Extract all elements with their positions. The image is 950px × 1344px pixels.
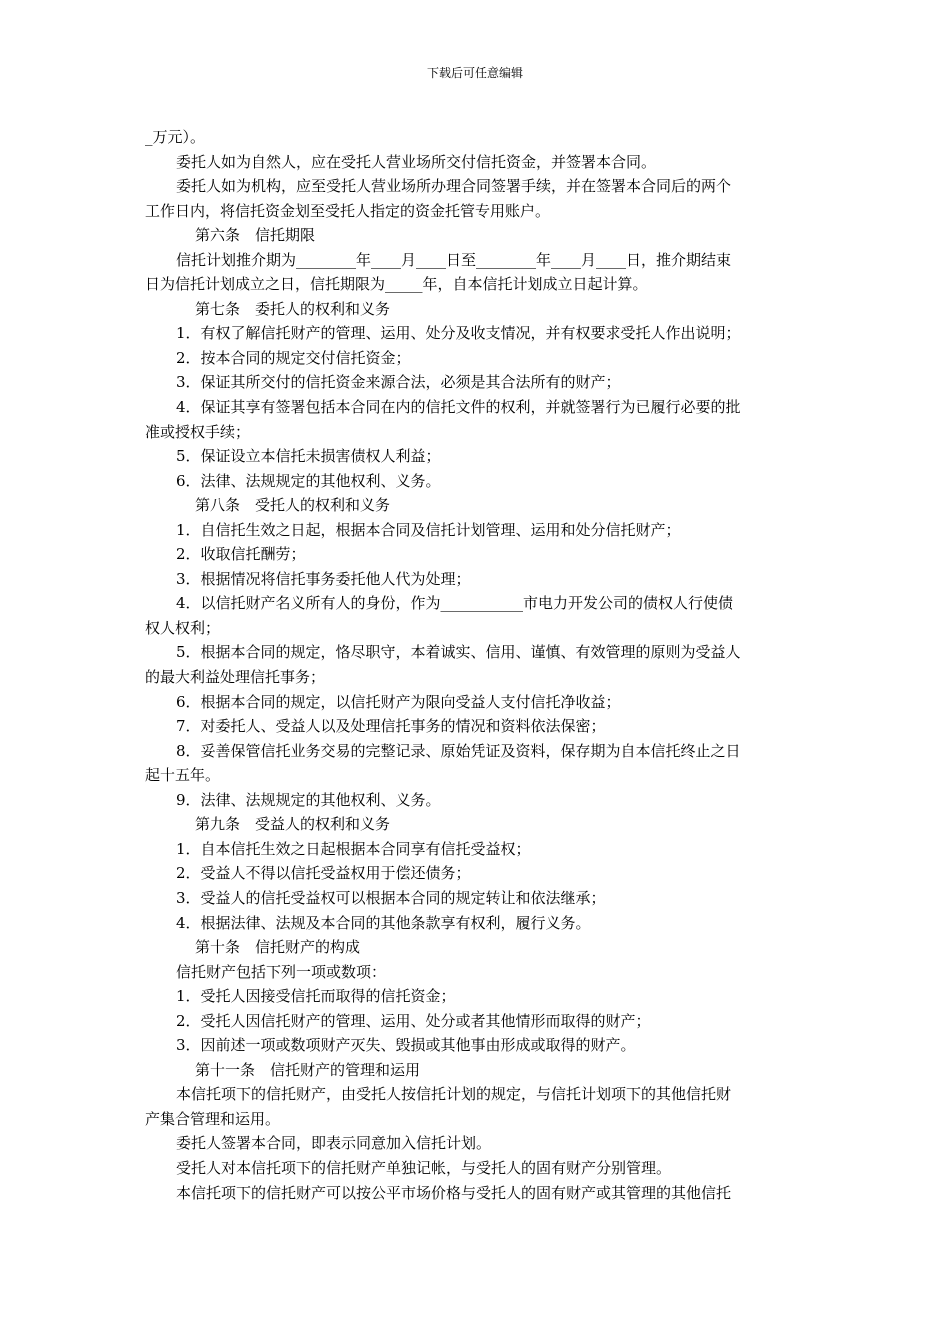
text-line: 1．受托人因接受信托而取得的信托资金； (176, 987, 456, 1006)
text-line: 信托计划推介期为________年____月____日至________年____月____日，推介期结束 (176, 250, 732, 269)
text-line: 委托人如为机构，应至受托人营业场所办理合同签署手续，并在签署本合同后的两个 (176, 177, 732, 196)
text-line: 3．保证其所交付的信托资金来源合法，必须是其合法所有的财产； (176, 373, 621, 392)
article-heading: 第十条 信托财产的构成 (195, 938, 361, 957)
text-line: _万元）。 (145, 128, 206, 146)
text-line: 委托人如为自然人，应在受托人营业场所交付信托资金，并签署本合同。 (176, 152, 657, 171)
text-line: 4．以信托财产名义所有人的身份，作为___________市电力开发公司的债权人行使债 (176, 594, 734, 613)
text-line: 5．根据本合同的规定，恪尽职守，本着诚实、信用、谨慎、有效管理的原则为受益人 (176, 643, 741, 662)
text-line: 5．保证设立本信托未损害债权人利益； (176, 447, 441, 466)
text-line: 工作日内，将信托资金划至受托人指定的资金托管专用账户。 (145, 201, 551, 220)
text-line: 3．受益人的信托受益权可以根据本合同的规定转让和依法继承； (176, 888, 606, 907)
article-heading: 第七条 委托人的权利和义务 (195, 299, 391, 318)
article-heading: 第八条 受托人的权利和义务 (195, 496, 391, 515)
text-line: 2．收取信托酬劳； (176, 545, 306, 564)
text-line: 3．因前述一项或数项财产灭失、毁损或其他事由形成或取得的财产。 (176, 1036, 636, 1055)
text-line: 的最大利益处理信托事务； (145, 668, 326, 687)
text-line: 1．有权了解信托财产的管理、运用、处分及收支情况，并有权要求受托人作出说明； (176, 324, 741, 343)
page-header: 下载后可任意编辑 (426, 66, 523, 80)
text-line: 受托人对本信托项下的信托财产单独记帐，与受托人的固有财产分别管理。 (176, 1158, 672, 1177)
text-line: 2．受托人因信托财产的管理、运用、处分或者其他情形而取得的财产； (176, 1011, 651, 1030)
article-heading: 第十一条 信托财产的管理和运用 (195, 1060, 421, 1079)
text-line: 本信托项下的信托财产可以按公平市场价格与受托人的固有财产或其管理的其他信托 (176, 1183, 732, 1202)
text-line: 2．按本合同的规定交付信托资金； (176, 348, 411, 367)
text-line: 本信托项下的信托财产，由受托人按信托计划的规定，与信托计划项下的其他信托财 (176, 1085, 732, 1104)
text-line: 3．根据情况将信托事务委托他人代为处理； (176, 569, 471, 588)
text-line: 4．保证其享有签署包括本合同在内的信托文件的权利，并就签署行为已履行必要的批 (176, 398, 741, 417)
document-body (145, 125, 810, 1205)
text-line: 6．法律、法规规定的其他权利、义务。 (176, 471, 441, 490)
text-line: 委托人签署本合同，即表示同意加入信托计划。 (176, 1134, 492, 1153)
text-line: 日为信托计划成立之日，信托期限为_____年，自本信托计划成立日起计算。 (145, 275, 648, 294)
text-line: 准或授权手续； (145, 422, 251, 441)
text-line: 权人权利； (145, 618, 221, 637)
text-line: 8．妥善保管信托业务交易的完整记录、原始凭证及资料，保存期为自本信托终止之日 (176, 741, 741, 760)
text-line: 4．根据法律、法规及本合同的其他条款享有权利，履行义务。 (176, 913, 591, 932)
article-heading: 第六条 信托期限 (195, 226, 316, 245)
text-line: 1．自本信托生效之日起根据本合同享有信托受益权； (176, 839, 531, 858)
text-line: 起十五年。 (145, 766, 221, 785)
text-line: 2．受益人不得以信托受益权用于偿还债务； (176, 864, 471, 883)
text-line: 产集合管理和运用。 (145, 1109, 281, 1128)
text-line: 7．对委托人、受益人以及处理信托事务的情况和资料依法保密； (176, 717, 606, 736)
text-line: 1．自信托生效之日起，根据本合同及信托计划管理、运用和处分信托财产； (176, 520, 681, 539)
article-heading: 第九条 受益人的权利和义务 (195, 815, 391, 834)
text-line: 6．根据本合同的规定，以信托财产为限向受益人支付信托净收益； (176, 692, 621, 711)
text-line: 信托财产包括下列一项或数项： (176, 962, 387, 981)
text-line: 9．法律、法规规定的其他权利、义务。 (176, 790, 441, 809)
